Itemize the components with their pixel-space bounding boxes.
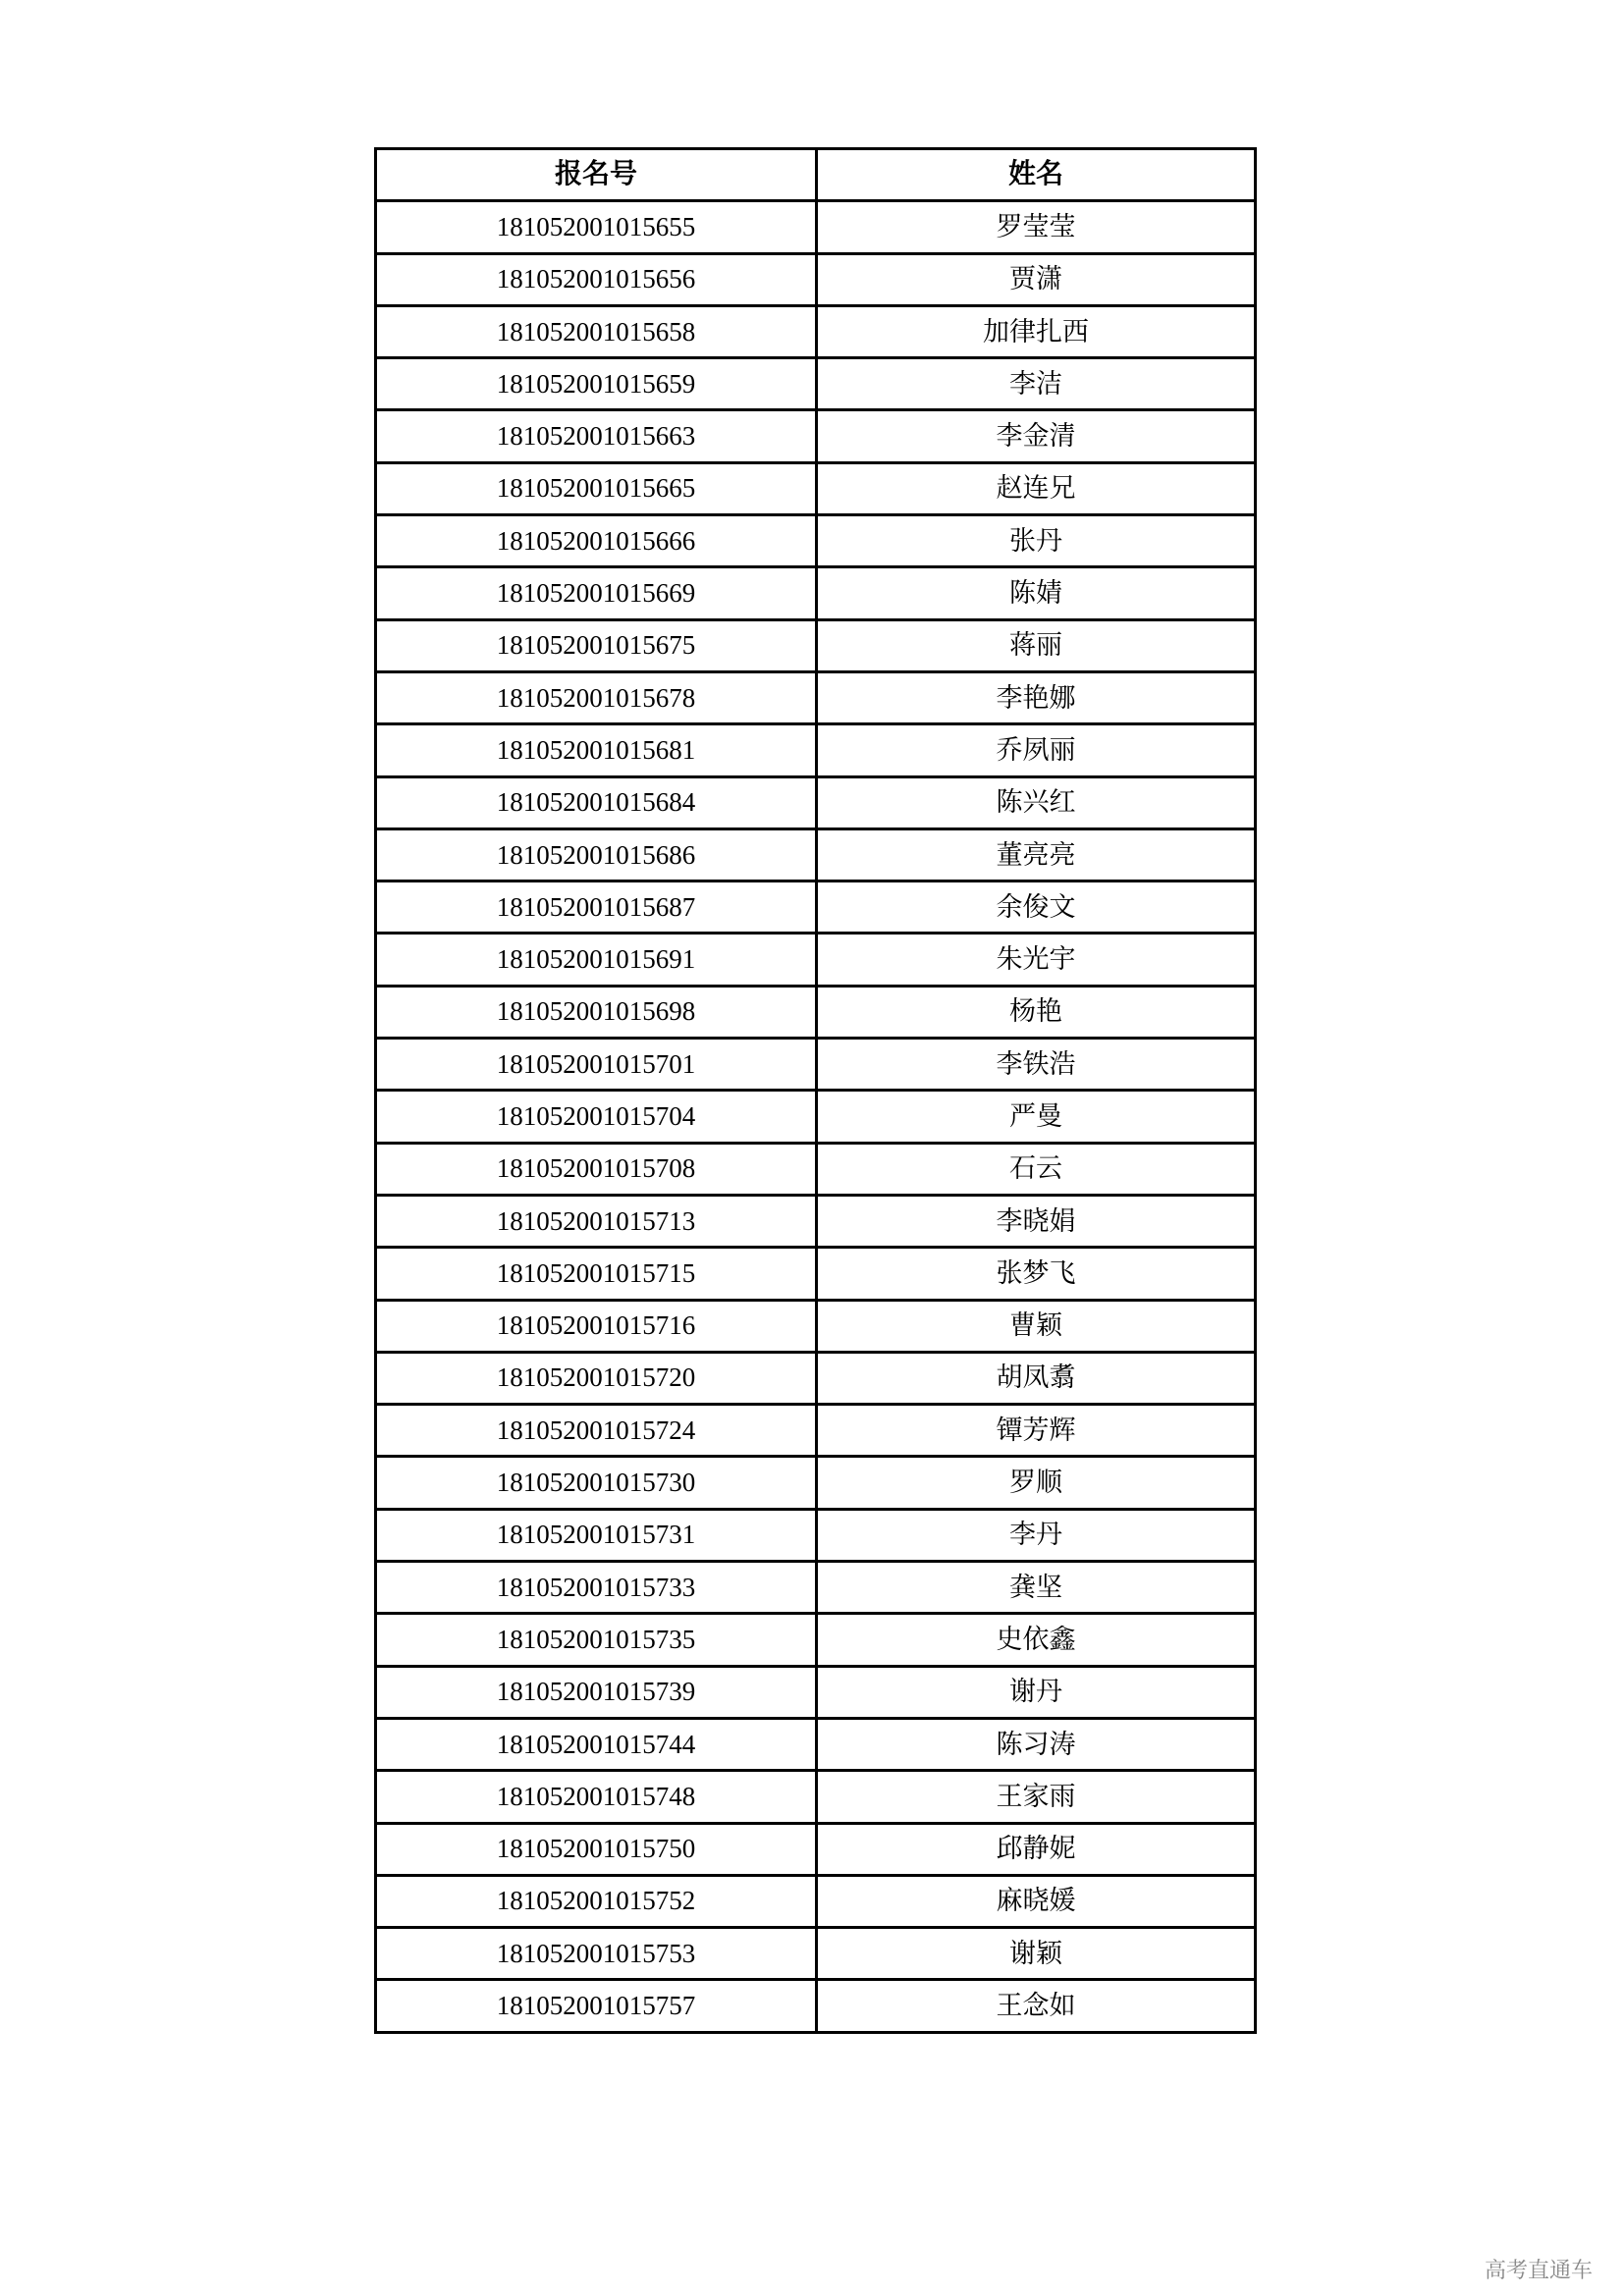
name-cell: 杨艳 <box>817 986 1256 1038</box>
name-cell: 麻晓媛 <box>817 1875 1256 1927</box>
name-cell: 李铁浩 <box>817 1039 1256 1091</box>
table-row <box>376 1248 1256 1300</box>
table-row <box>376 1300 1256 1352</box>
registration-number-cell: 181052001015698 <box>376 986 817 1038</box>
table-row <box>376 776 1256 828</box>
registration-number-cell: 181052001015678 <box>376 671 817 723</box>
name-cell: 余俊文 <box>817 881 1256 934</box>
table-row <box>376 1457 1256 1509</box>
registration-number-cell: 181052001015750 <box>376 1823 817 1875</box>
registration-number-cell: 181052001015691 <box>376 934 817 986</box>
table-header-row <box>376 149 1256 201</box>
name-cell: 王家雨 <box>817 1771 1256 1823</box>
table-row <box>376 671 1256 723</box>
table-row <box>376 986 1256 1038</box>
name-cell: 李金清 <box>817 410 1256 462</box>
registration-number-cell: 181052001015658 <box>376 305 817 357</box>
table-row <box>376 1405 1256 1457</box>
name-cell: 谢丹 <box>817 1666 1256 1718</box>
name-cell: 李艳娜 <box>817 671 1256 723</box>
table-row <box>376 1091 1256 1143</box>
registration-table <box>374 147 1257 2034</box>
registration-number-cell: 181052001015669 <box>376 567 817 619</box>
header-registration-number: 报名号 <box>376 149 817 201</box>
registration-number-cell: 181052001015704 <box>376 1091 817 1143</box>
table-row <box>376 1875 1256 1927</box>
registration-number-cell: 181052001015731 <box>376 1509 817 1561</box>
table-row <box>376 1980 1256 2032</box>
name-cell: 陈习涛 <box>817 1718 1256 1770</box>
registration-number-cell: 181052001015753 <box>376 1928 817 1980</box>
table-row <box>376 462 1256 514</box>
registration-number-cell: 181052001015686 <box>376 828 817 881</box>
name-cell: 严曼 <box>817 1091 1256 1143</box>
table-row <box>376 1143 1256 1195</box>
name-cell: 李洁 <box>817 358 1256 410</box>
registration-number-cell: 181052001015739 <box>376 1666 817 1718</box>
table-row <box>376 934 1256 986</box>
registration-number-cell: 181052001015716 <box>376 1300 817 1352</box>
registration-number-cell: 181052001015713 <box>376 1195 817 1247</box>
registration-number-cell: 181052001015701 <box>376 1039 817 1091</box>
name-cell: 罗莹莹 <box>817 201 1256 253</box>
name-cell: 曹颖 <box>817 1300 1256 1352</box>
name-cell: 王念如 <box>817 1980 1256 2032</box>
header-name: 姓名 <box>817 149 1256 201</box>
table-row <box>376 881 1256 934</box>
table-row <box>376 358 1256 410</box>
table-row <box>376 1823 1256 1875</box>
table-row <box>376 1509 1256 1561</box>
name-cell: 龚坚 <box>817 1562 1256 1614</box>
table-row <box>376 1562 1256 1614</box>
name-cell: 镡芳辉 <box>817 1405 1256 1457</box>
registration-number-cell: 181052001015744 <box>376 1718 817 1770</box>
table-row <box>376 619 1256 671</box>
table-row <box>376 201 1256 253</box>
name-cell: 张丹 <box>817 515 1256 567</box>
table-row <box>376 1771 1256 1823</box>
name-cell: 乔夙丽 <box>817 724 1256 776</box>
name-cell: 石云 <box>817 1143 1256 1195</box>
table-row <box>376 724 1256 776</box>
table-row <box>376 828 1256 881</box>
name-cell: 罗顺 <box>817 1457 1256 1509</box>
name-cell: 蒋丽 <box>817 619 1256 671</box>
name-cell: 董亮亮 <box>817 828 1256 881</box>
watermark: 高考直通车 <box>1485 2259 1594 2283</box>
table-row <box>376 1928 1256 1980</box>
name-cell: 陈婧 <box>817 567 1256 619</box>
registration-number-cell: 181052001015733 <box>376 1562 817 1614</box>
table-row <box>376 567 1256 619</box>
table-row <box>376 305 1256 357</box>
registration-number-cell: 181052001015730 <box>376 1457 817 1509</box>
registration-number-cell: 181052001015675 <box>376 619 817 671</box>
table-row <box>376 1352 1256 1404</box>
registration-number-cell: 181052001015665 <box>376 462 817 514</box>
name-cell: 邱静妮 <box>817 1823 1256 1875</box>
name-cell: 史依鑫 <box>817 1614 1256 1666</box>
registration-number-cell: 181052001015666 <box>376 515 817 567</box>
name-cell: 加律扎西 <box>817 305 1256 357</box>
name-cell: 张梦飞 <box>817 1248 1256 1300</box>
registration-number-cell: 181052001015715 <box>376 1248 817 1300</box>
table-row <box>376 1666 1256 1718</box>
table-row <box>376 1718 1256 1770</box>
name-cell: 胡凤翥 <box>817 1352 1256 1404</box>
table-row <box>376 1195 1256 1247</box>
registration-number-cell: 181052001015720 <box>376 1352 817 1404</box>
name-cell: 陈兴红 <box>817 776 1256 828</box>
registration-number-cell: 181052001015659 <box>376 358 817 410</box>
table-row <box>376 410 1256 462</box>
table-row <box>376 253 1256 305</box>
registration-number-cell: 181052001015735 <box>376 1614 817 1666</box>
registration-number-cell: 181052001015655 <box>376 201 817 253</box>
name-cell: 贾潇 <box>817 253 1256 305</box>
table-row <box>376 515 1256 567</box>
registration-number-cell: 181052001015681 <box>376 724 817 776</box>
registration-number-cell: 181052001015757 <box>376 1980 817 2032</box>
name-cell: 谢颖 <box>817 1928 1256 1980</box>
registration-number-cell: 181052001015687 <box>376 881 817 934</box>
registration-number-cell: 181052001015684 <box>376 776 817 828</box>
registration-number-cell: 181052001015708 <box>376 1143 817 1195</box>
name-cell: 赵连兄 <box>817 462 1256 514</box>
table-row <box>376 1614 1256 1666</box>
table-row <box>376 1039 1256 1091</box>
name-cell: 李晓娟 <box>817 1195 1256 1247</box>
name-cell: 李丹 <box>817 1509 1256 1561</box>
registration-number-cell: 181052001015724 <box>376 1405 817 1457</box>
name-cell: 朱光宇 <box>817 934 1256 986</box>
registration-number-cell: 181052001015656 <box>376 253 817 305</box>
registration-number-cell: 181052001015663 <box>376 410 817 462</box>
registration-number-cell: 181052001015748 <box>376 1771 817 1823</box>
registration-number-cell: 181052001015752 <box>376 1875 817 1927</box>
